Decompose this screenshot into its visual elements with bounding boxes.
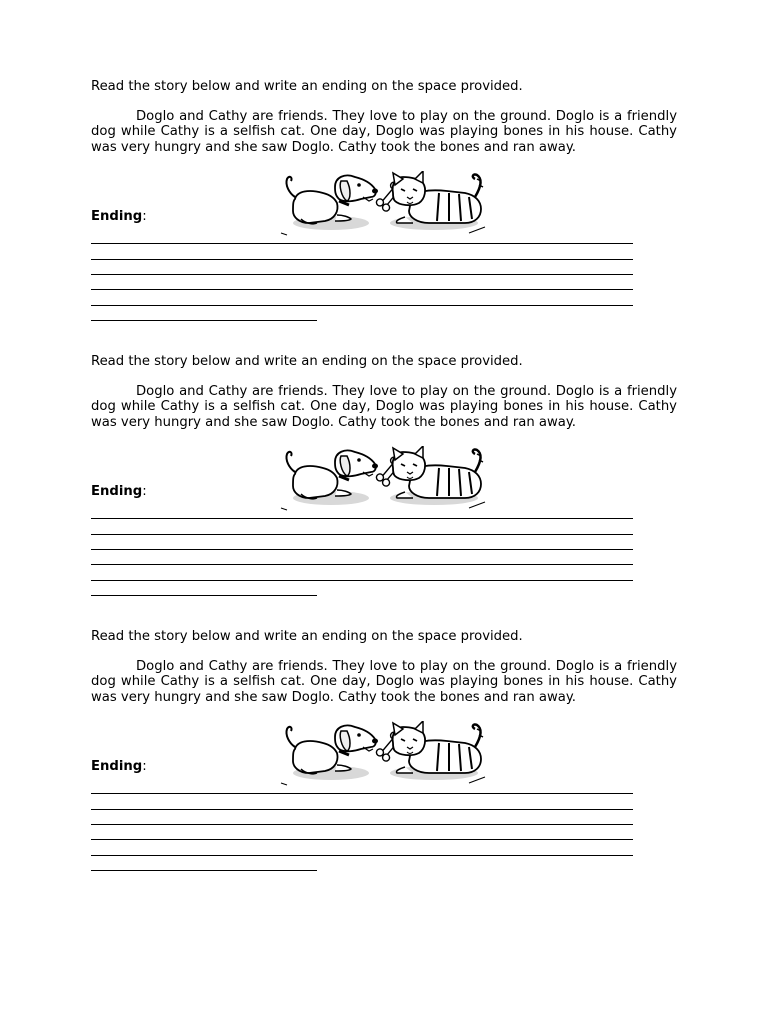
answer-line-5[interactable] <box>91 855 633 856</box>
answer-line-2[interactable] <box>91 534 633 535</box>
answer-line-3[interactable] <box>91 549 633 550</box>
story-paragraph: Doglo and Cathy are friends. They love to play on the ground. Doglo is a friendly dog while Cathy is a selfish cat. One day, Doglo was playing bones in his house. Cathy was very hungry and she saw Doglo. Cathy took the bones and ran away. <box>91 384 677 430</box>
ending-label-text: Ending <box>91 759 143 774</box>
ending-label-colon: : <box>142 209 147 224</box>
worksheet-section-1 <box>91 79 677 349</box>
answer-line-4[interactable] <box>91 289 633 290</box>
instruction-text: Read the story below and write an ending on the space provided. <box>91 79 523 94</box>
answer-line-5[interactable] <box>91 580 633 581</box>
answer-line-2[interactable] <box>91 259 633 260</box>
instruction-text: Read the story below and write an ending on the space provided. <box>91 629 523 644</box>
answer-line-4[interactable] <box>91 839 633 840</box>
ending-label-colon: : <box>142 484 147 499</box>
ending-label-text: Ending <box>91 209 143 224</box>
story-paragraph: Doglo and Cathy are friends. They love to play on the ground. Doglo is a friendly dog while Cathy is a selfish cat. One day, Doglo was playing bones in his house. Cathy was very hungry and she saw Doglo. Cathy took the bones and ran away. <box>91 659 677 705</box>
instruction-text: Read the story below and write an ending on the space provided. <box>91 354 523 369</box>
answer-line-3[interactable] <box>91 824 633 825</box>
dog-and-cat-illustration <box>279 721 489 787</box>
dog-and-cat-illustration <box>279 171 489 237</box>
ending-label <box>91 759 147 774</box>
answer-line-1[interactable] <box>91 243 633 244</box>
answer-line-5[interactable] <box>91 305 633 306</box>
answer-line-2[interactable] <box>91 809 633 810</box>
worksheet-section-3 <box>91 629 677 899</box>
answer-line-6[interactable] <box>91 870 317 871</box>
answer-line-6[interactable] <box>91 320 317 321</box>
dog-and-cat-illustration <box>279 446 489 512</box>
answer-line-1[interactable] <box>91 793 633 794</box>
answer-line-6[interactable] <box>91 595 317 596</box>
answer-line-3[interactable] <box>91 274 633 275</box>
answer-line-4[interactable] <box>91 564 633 565</box>
story-paragraph: Doglo and Cathy are friends. They love to play on the ground. Doglo is a friendly dog while Cathy is a selfish cat. One day, Doglo was playing bones in his house. Cathy was very hungry and she saw Doglo. Cathy took the bones and ran away. <box>91 109 677 155</box>
ending-label <box>91 209 147 224</box>
answer-line-1[interactable] <box>91 518 633 519</box>
ending-label-colon: : <box>142 759 147 774</box>
ending-label <box>91 484 147 499</box>
ending-label-text: Ending <box>91 484 143 499</box>
worksheet-section-2 <box>91 354 677 624</box>
